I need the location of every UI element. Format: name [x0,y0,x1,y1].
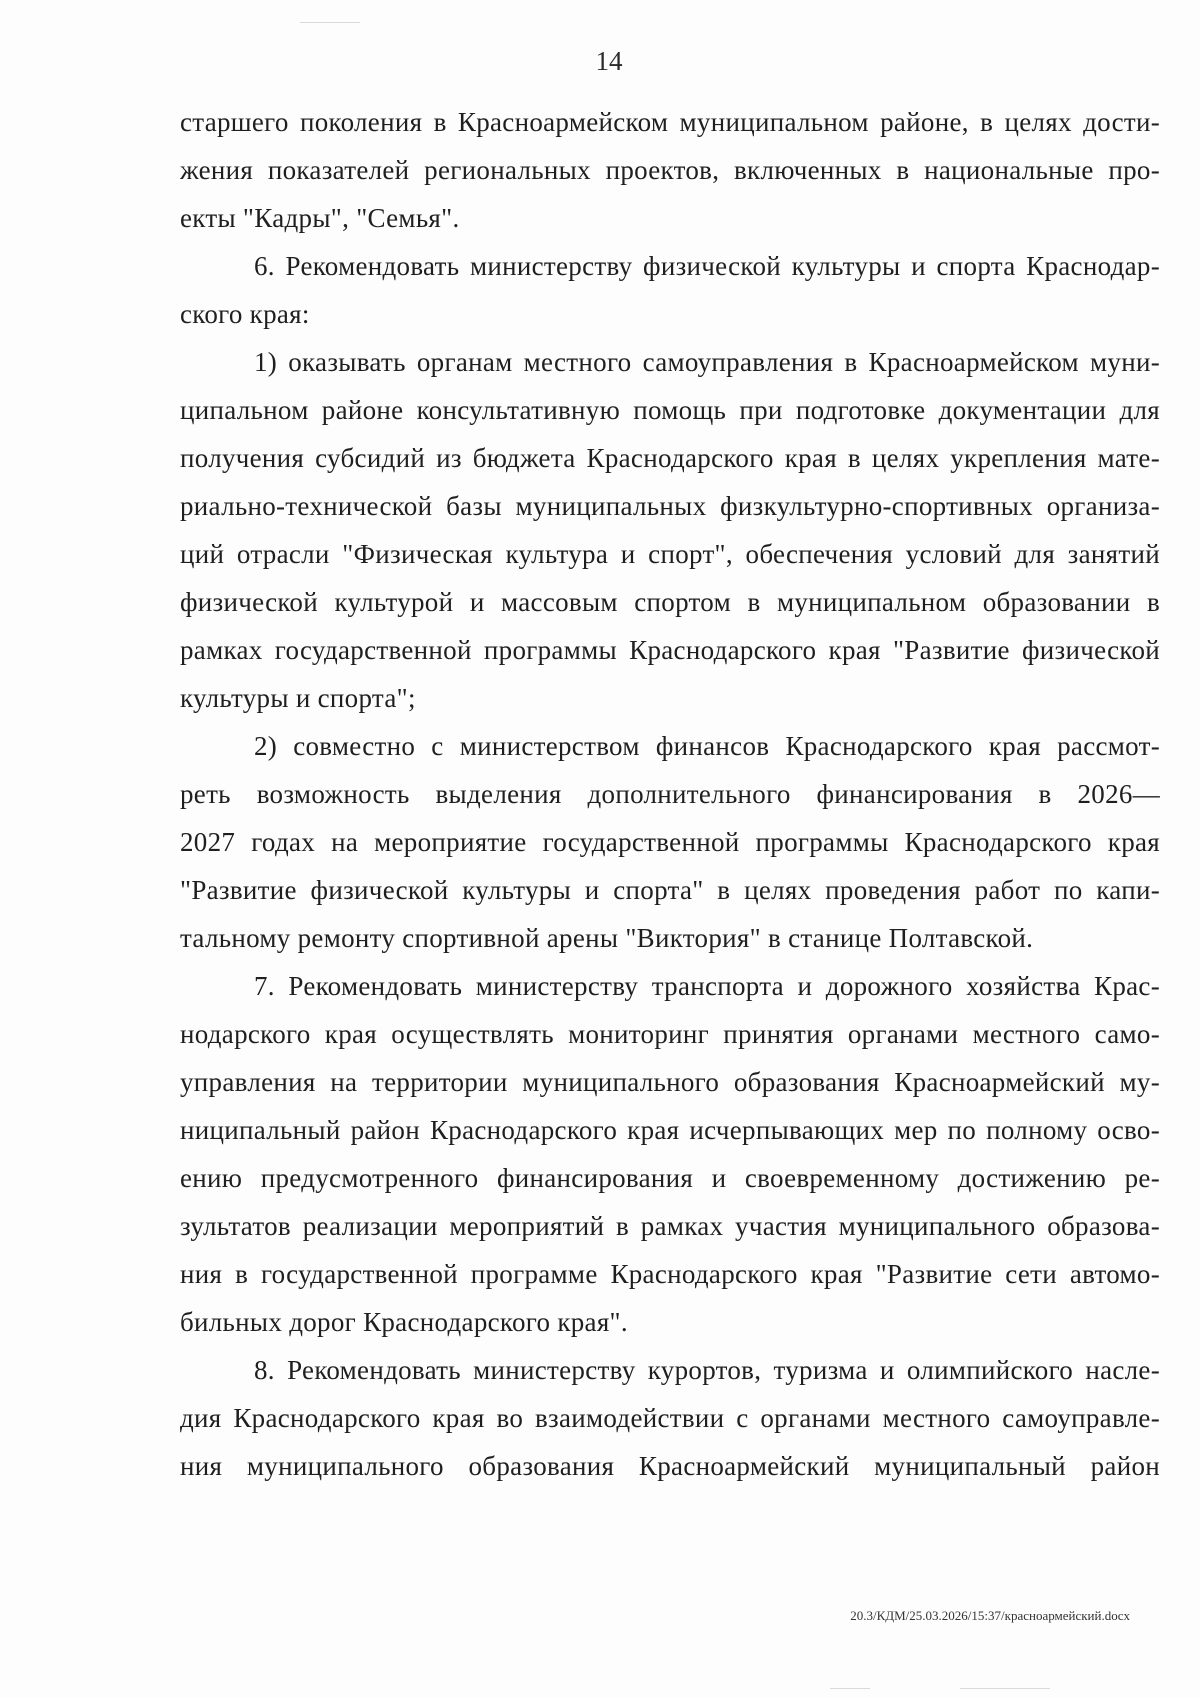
text-line: ению предусмотренного финансирования и своевременному достижению ре- [180,1163,1160,1193]
text-line: культуры и спорта"; [180,683,416,713]
text-line: тальному ремонту спортивной арены "Виктория" в станице Полтавской. [180,923,1034,953]
text-line: ского края: [180,299,310,329]
text-line: бильных дорог Краснодарского края". [180,1307,628,1337]
text-line: 1) оказывать органам местного самоуправления в Красноармейском муни- [254,347,1160,377]
text-line: получения субсидий из бюджета Краснодарского края в целях укрепления мате- [180,443,1160,473]
text-line: зультатов реализации мероприятий в рамках участия муниципального образова- [180,1211,1160,1241]
scan-artifact [960,1688,1050,1689]
document-footer-code: 20.3/КДМ/25.03.2026/15:37/красноармейский.docx [850,1608,1130,1623]
scan-artifact [300,22,360,23]
text-line: рамках государственной программы Краснодарского края "Развитие физической [180,635,1160,665]
text-line: "Развитие физической культуры и спорта" в целях проведения работ по капи- [180,875,1160,905]
text-line: ципальном районе консультативную помощь при подготовке документации для [180,395,1160,425]
text-line: 8. Рекомендовать министерству курортов, туризма и олимпийского насле- [254,1355,1160,1385]
text-line: 2027 годах на мероприятие государственной программы Краснодарского края [180,827,1160,857]
text-line: физической культурой и массовым спортом в муниципальном образовании в [180,587,1160,617]
text-line: ния в государственной программе Краснодарского края "Развитие сети автомо- [180,1259,1160,1289]
text-line: 2) совместно с министерством финансов Краснодарского края рассмот- [254,731,1160,761]
text-line: 6. Рекомендовать министерству физической культуры и спорта Краснодар- [254,251,1160,281]
text-line: риально-технической базы муниципальных физкультурно-спортивных организа- [180,491,1160,521]
text-line: ния муниципального образования Красноармейский муниципальный район [180,1451,1160,1481]
text-line: ниципальный район Краснодарского края исчерпывающих мер по полному осво- [180,1115,1160,1145]
text-line: жения показателей региональных проектов, включенных в национальные про- [180,155,1160,185]
text-line: дия Краснодарского края во взаимодействии с органами местного самоуправле- [180,1403,1160,1433]
text-line: реть возможность выделения дополнительного финансирования в 2026— [180,779,1160,809]
page-number: 14 [595,46,623,76]
text-line: нодарского края осуществлять мониторинг принятия органами местного само- [180,1019,1160,1049]
text-line: управления на территории муниципального образования Красноармейский му- [180,1067,1160,1097]
text-line: 7. Рекомендовать министерству транспорта и дорожного хозяйства Крас- [254,971,1160,1001]
document-body [180,98,1160,1490]
text-line: старшего поколения в Красноармейском муниципальном районе, в целях дости- [180,107,1160,137]
text-line: екты "Кадры", "Семья". [180,203,460,233]
text-line: ций отрасли "Физическая культура и спорт", обеспечения условий для занятий [180,539,1160,569]
scan-artifact [830,1688,870,1689]
